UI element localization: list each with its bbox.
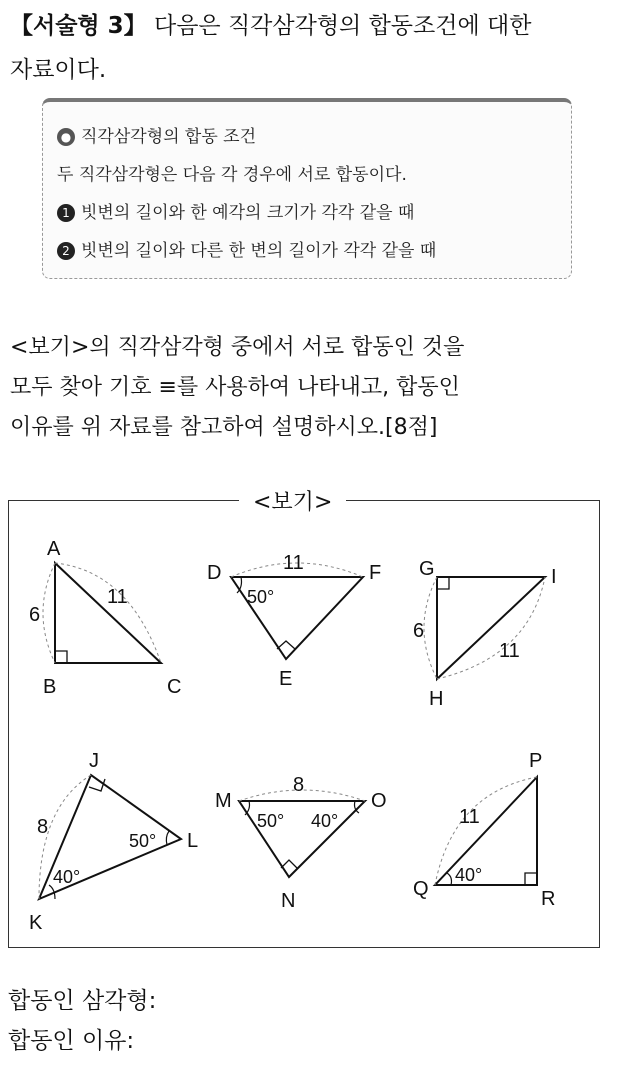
vertex-e: E xyxy=(279,668,293,690)
answer-reason-label: 합동인 이유: xyxy=(8,1028,135,1054)
number-1-icon: 1 xyxy=(57,204,75,222)
label-angle-o: 40° xyxy=(311,811,339,831)
triangles-figure xyxy=(9,501,599,947)
vertex-c: C xyxy=(167,676,182,698)
question-tag: 【서술형 3】 xyxy=(10,13,147,39)
label-jk: 8 xyxy=(37,816,49,838)
prompt xyxy=(10,328,610,448)
label-ac: 11 xyxy=(107,586,128,608)
vertex-i: I xyxy=(551,566,557,588)
reference-item-1-text: 빗변의 길이와 한 예각의 크기가 각각 같을 때 xyxy=(81,203,415,223)
triangle-ghi xyxy=(413,558,557,710)
example-box-title: <보기> xyxy=(239,485,346,516)
triangle-pqr xyxy=(413,750,555,910)
reference-item-2 xyxy=(57,236,436,261)
number-2-icon: 2 xyxy=(57,242,75,260)
label-pq: 11 xyxy=(459,806,480,828)
label-angle-q: 40° xyxy=(455,865,483,885)
vertex-o: O xyxy=(371,790,387,812)
vertex-q: Q xyxy=(413,878,429,900)
vertex-j: J xyxy=(89,750,99,772)
vertex-h: H xyxy=(429,688,444,710)
label-angle-l: 50° xyxy=(129,831,157,851)
example-box xyxy=(8,490,600,948)
triangle-abc xyxy=(29,538,181,698)
prompt-line-3: 이유를 위 자료를 참고하여 설명하시오.[8점] xyxy=(10,415,438,440)
bullet-icon: ● xyxy=(57,128,75,146)
reference-item-2-text: 빗변의 길이와 다른 한 변의 길이가 각각 같을 때 xyxy=(81,241,437,261)
prompt-line-2: 모두 찾아 기호 ≡를 사용하여 나타내고, 합동인 xyxy=(10,375,460,400)
label-angle-k: 40° xyxy=(53,867,81,887)
reference-title: 직각삼각형의 합동 조건 xyxy=(81,127,257,147)
vertex-k: K xyxy=(29,912,43,934)
vertex-g: G xyxy=(419,558,435,580)
vertex-a: A xyxy=(47,538,61,560)
triangle-def xyxy=(207,552,381,690)
vertex-m: M xyxy=(215,790,232,812)
triangle-mno xyxy=(215,774,387,912)
reference-intro: 두 직각삼각형은 다음 각 경우에 서로 합동이다. xyxy=(57,165,407,185)
label-angle-m: 50° xyxy=(257,811,285,831)
reference-title-row xyxy=(57,122,256,147)
label-hi: 11 xyxy=(499,640,520,662)
vertex-p: P xyxy=(529,750,543,772)
vertex-l: L xyxy=(187,830,199,852)
question-text-line1: 다음은 직각삼각형의 합동조건에 대한 xyxy=(153,13,532,39)
question-header xyxy=(10,4,610,92)
answer-congruent-label: 합동인 삼각형: xyxy=(8,988,157,1014)
vertex-n: N xyxy=(281,890,296,912)
vertex-b: B xyxy=(43,676,57,698)
label-df: 11 xyxy=(283,552,304,574)
label-angle-d: 50° xyxy=(247,587,275,607)
reference-item-1 xyxy=(57,198,414,223)
reference-box xyxy=(42,98,572,279)
question-text-line2: 자료이다. xyxy=(10,57,107,83)
vertex-r: R xyxy=(541,888,556,910)
label-mo: 8 xyxy=(293,774,305,796)
triangle-jkl xyxy=(29,750,198,934)
label-ab: 6 xyxy=(29,604,41,626)
label-gh: 6 xyxy=(413,620,425,642)
vertex-f: F xyxy=(369,562,382,584)
vertex-d: D xyxy=(207,562,222,584)
prompt-line-1: <보기>의 직각삼각형 중에서 서로 합동인 것을 xyxy=(10,335,465,360)
